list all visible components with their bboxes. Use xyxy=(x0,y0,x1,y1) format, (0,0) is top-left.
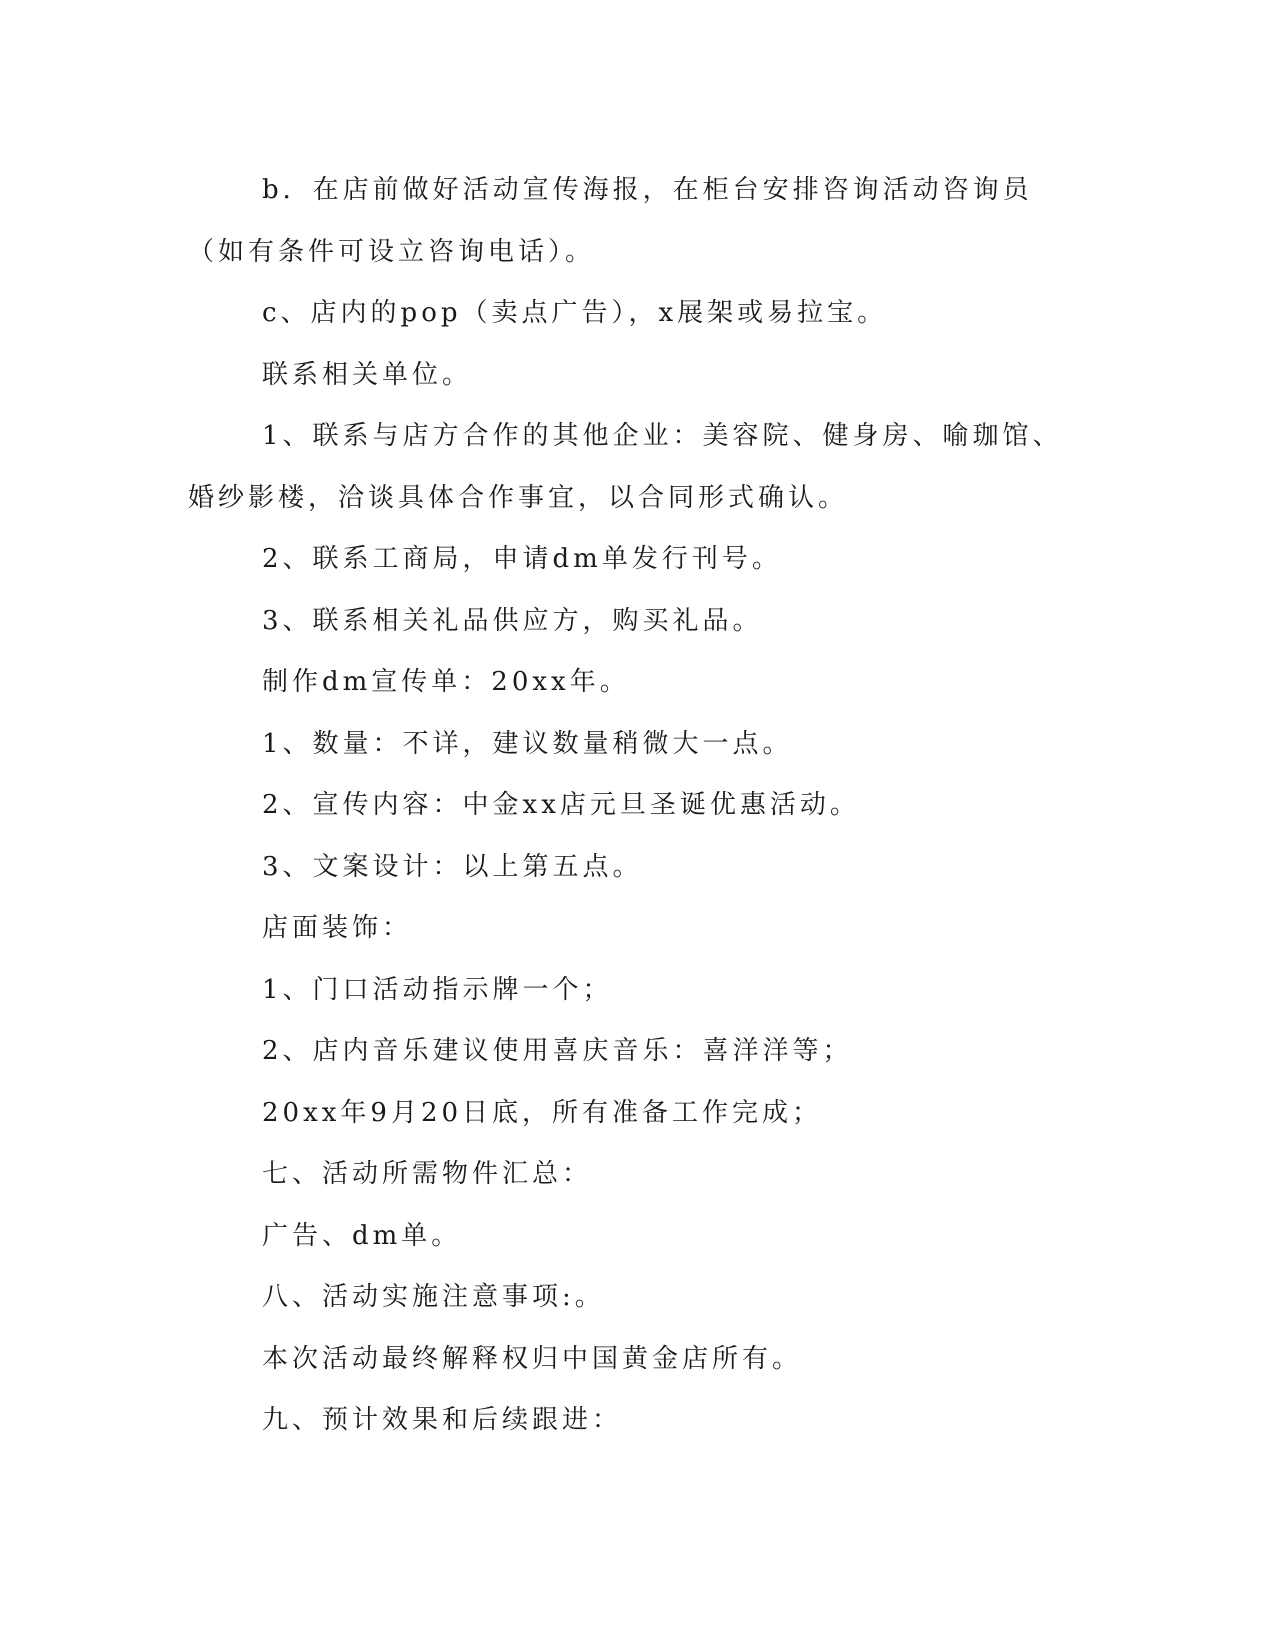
document-body xyxy=(188,160,1068,1452)
paragraph-deadline: 20xx年9月20日底，所有准备工作完成； xyxy=(262,1097,823,1128)
paragraph-contact-gift-supplier: 3、联系相关礼品供应方，购买礼品。 xyxy=(262,605,763,636)
paragraph-promo-poster: b．在店前做好活动宣传海报，在柜台安排咨询活动咨询员（如有条件可设立咨询电话）。 xyxy=(188,175,1033,267)
paragraph-pop-display: c、店内的pop（卖点广告），x展架或易拉宝。 xyxy=(262,298,888,328)
paragraph-contact-units-heading: 联系相关单位。 xyxy=(262,359,473,390)
paragraph-final-interpretation: 本次活动最终解释权归中国黄金店所有。 xyxy=(262,1343,803,1374)
section-heading-expected-results: 九、预计效果和后续跟进： xyxy=(262,1405,623,1435)
paragraph-contact-bureau: 2、联系工商局，申请dm单发行刊号。 xyxy=(262,544,782,574)
paragraph-door-sign: 1、门口活动指示牌一个； xyxy=(262,974,613,1005)
paragraph-dm-quantity: 1、数量：不详，建议数量稍微大一点。 xyxy=(262,728,793,759)
paragraph-store-music: 2、店内音乐建议使用喜庆音乐：喜洋洋等； xyxy=(262,1036,853,1066)
paragraph-contact-partners: 1、联系与店方合作的其他企业：美容院、健身房、喻珈馆、婚纱影楼，洽谈具体合作事宜，以合同形式确认。 xyxy=(188,421,1063,513)
paragraph-materials-list: 广告、dm单。 xyxy=(262,1220,462,1251)
paragraph-store-decoration-heading: 店面装饰： xyxy=(262,913,413,943)
section-heading-precautions: 八、活动实施注意事项:。 xyxy=(262,1282,605,1312)
paragraph-dm-flyer-heading: 制作dm宣传单：20xx年。 xyxy=(262,667,630,697)
paragraph-dm-copywriting: 3、文案设计：以上第五点。 xyxy=(262,851,643,882)
paragraph-dm-content: 2、宣传内容：中金xx店元旦圣诞优惠活动。 xyxy=(262,790,860,820)
section-heading-materials: 七、活动所需物件汇总： xyxy=(262,1159,593,1189)
